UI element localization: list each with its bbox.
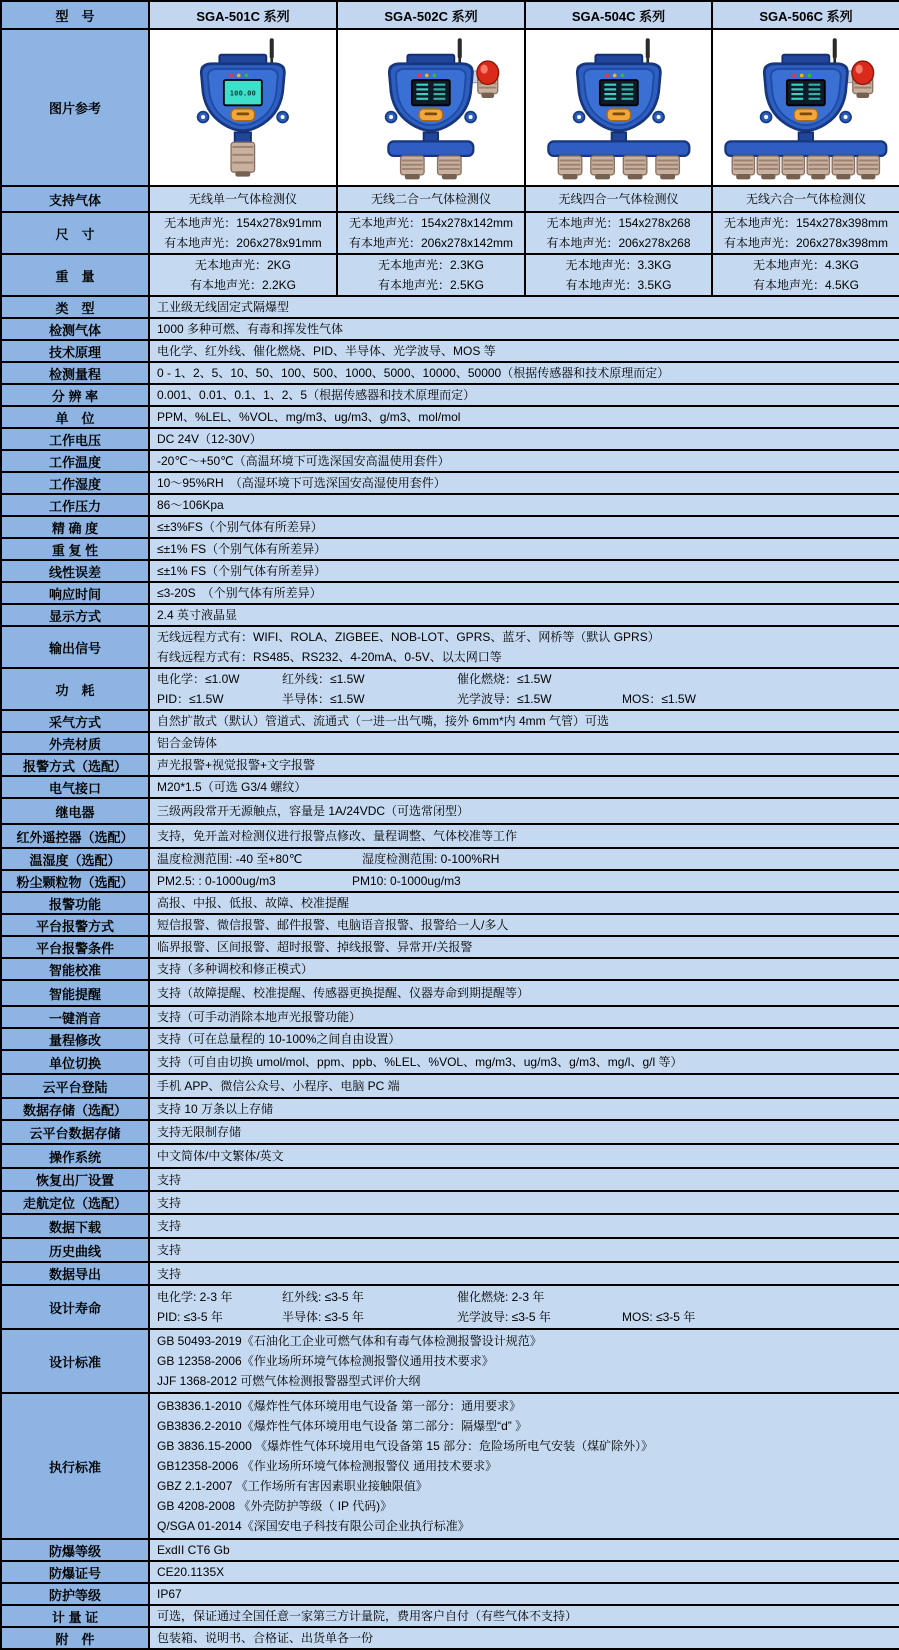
spec-line: GB 12358-2006《作业场所环境气体检测报警仪通用技术要求》 (157, 1354, 494, 1368)
spec-line (157, 849, 895, 869)
spec-row (1, 516, 899, 538)
spec-value (149, 1214, 899, 1238)
spec-value (149, 1098, 899, 1120)
row-label: 重 复 性 (1, 538, 149, 560)
spec-segment: 光学波导: ≤3-5 年 (457, 1310, 551, 1324)
row-label: 计 量 证 (1, 1605, 149, 1627)
spec-row (1, 1605, 899, 1627)
spec-value (149, 1144, 899, 1168)
spec-segment: PID: ≤3-5 年 (157, 1310, 223, 1324)
spec-line: -20℃～+50℃（高温环境下可选深国安高温使用套件） (157, 454, 450, 468)
row-label: 工作电压 (1, 428, 149, 450)
spec-value (149, 1074, 899, 1098)
spec-segment: 电化学：≤1.0W (157, 672, 240, 686)
row-label: 输出信号 (1, 626, 149, 668)
spec-line: 无线远程方式有：WIFI、ROLA、ZIGBEE、NOB-LOT、GPRS、蓝牙、网桥等（默认 GPRS） (157, 630, 660, 644)
spec-row (1, 1262, 899, 1285)
spec-line: 支持（多种调校和修正模式） (157, 962, 314, 976)
header-row (1, 1, 899, 29)
device-image-cell (525, 29, 712, 186)
spec-line: 支持 10 万条以上存储 (157, 1102, 274, 1116)
model-header-sga-506c: SGA-506C 系列 (712, 1, 899, 29)
device-illustration-sga-502c (345, 33, 517, 183)
spec-value (149, 318, 899, 340)
spec-line: GB12358-2006 《作业场所环境气体检测报警仪 通用技术要求》 (157, 1459, 498, 1473)
row-label: 走航定位（选配） (1, 1191, 149, 1214)
spec-value (149, 754, 899, 776)
spec-value (149, 824, 899, 848)
spec-line: 临界报警、区间报警、超时报警、掉线报警、异常开/关报警 (157, 940, 473, 954)
spec-line: 无线单一气体检测仪 (188, 192, 297, 206)
spec-line: 声光报警+视觉报警+文字报警 (157, 758, 316, 772)
row-label: 防护等级 (1, 1583, 149, 1605)
spec-line: 有本地声光：206x278x398mm (723, 236, 889, 250)
spec-row (1, 936, 899, 958)
row-label: 报警功能 (1, 892, 149, 914)
row-label: 类 型 (1, 296, 149, 318)
row-label: 防爆证号 (1, 1561, 149, 1583)
row-label: 历史曲线 (1, 1238, 149, 1262)
spec-row (1, 710, 899, 732)
spec-value (149, 668, 899, 710)
spec-line: GB3836.2-2010《爆炸性气体环境用电气设备 第二部分：隔爆型“d” 》 (157, 1419, 528, 1433)
row-label: 智能提醒 (1, 980, 149, 1006)
spec-line: CE20.1135X (157, 1565, 225, 1579)
spec-value (149, 1561, 899, 1583)
spec-value (149, 710, 899, 732)
spec-line: 无本地声光：3.3KG (565, 258, 672, 272)
spec-line: JJF 1368-2012 可燃气体检测报警器型式评价大纲 (157, 1374, 421, 1388)
spec-line: GBZ 2.1-2007 《工作场所有害因素职业接触限值》 (157, 1479, 428, 1493)
row-label: 平台报警条件 (1, 936, 149, 958)
spec-segment: 催化燃烧：≤1.5W (457, 672, 552, 686)
spec-row (1, 914, 899, 936)
row-label: 工作湿度 (1, 472, 149, 494)
spec-row (1, 668, 899, 710)
spec-line: 有本地声光：4.5KG (752, 278, 860, 292)
model-row-label: 型 号 (1, 1, 149, 29)
spec-value (149, 732, 899, 754)
spec-line: 支持 (157, 1243, 182, 1257)
row-label: 报警方式（选配） (1, 754, 149, 776)
spec-segment: 半导体：≤1.5W (282, 692, 365, 706)
spec-value (149, 1120, 899, 1144)
row-label: 量程修改 (1, 1028, 149, 1050)
spec-line: ≤±3%FS（个别气体有所差异） (157, 520, 323, 534)
spec-value (149, 892, 899, 914)
spec-value (149, 296, 899, 318)
spec-value (149, 516, 899, 538)
spec-value (149, 428, 899, 450)
spec-line: 0 - 1、2、5、10、50、100、500、1000、5000、10000、50000（根据传感器和技术原理而定） (157, 366, 670, 380)
spec-line: 中文简体/中文繁体/英文 (157, 1149, 284, 1163)
spec-segment: MOS: ≤3-5 年 (622, 1310, 696, 1324)
spec-value (149, 848, 899, 870)
spec-line: 铝合金铸体 (157, 736, 218, 750)
device-illustration-sga-501c (157, 33, 329, 183)
row-label: 工作温度 (1, 450, 149, 472)
device-illustration-sga-504c (533, 33, 705, 183)
spec-value (149, 406, 899, 428)
row-label: 继电器 (1, 798, 149, 824)
row-label: 显示方式 (1, 604, 149, 626)
spec-row (1, 1329, 899, 1393)
spec-row (1, 1583, 899, 1605)
spec-row (1, 1393, 899, 1539)
row-label: 外壳材质 (1, 732, 149, 754)
spec-segment: 光学波导：≤1.5W (457, 692, 552, 706)
model-header-sga-504c: SGA-504C 系列 (525, 1, 712, 29)
spec-line: 无本地声光：2.3KG (377, 258, 485, 272)
spec-row (1, 450, 899, 472)
spec-row (1, 626, 899, 668)
spec-line: ≤3-20S （个别气体有所差异） (157, 586, 322, 600)
row-label: 采气方式 (1, 710, 149, 732)
comparison-value (337, 212, 525, 254)
row-label: 粉尘颗粒物（选配） (1, 870, 149, 892)
spec-row (1, 384, 899, 406)
spec-value (149, 958, 899, 980)
spec-line: 1000 多种可燃、有毒和挥发性气体 (157, 322, 344, 336)
row-label: 重 量 (1, 254, 149, 296)
spec-segment: PM10: 0-1000ug/m3 (352, 874, 461, 888)
row-label: 云平台登陆 (1, 1074, 149, 1098)
spec-line (157, 1307, 895, 1327)
spec-value (149, 472, 899, 494)
spec-line: 三级两段常开无源触点，容量是 1A/24VDC（可选常闭型） (157, 804, 470, 818)
row-label: 响应时间 (1, 582, 149, 604)
row-label: 工作压力 (1, 494, 149, 516)
spec-line (157, 1287, 895, 1307)
row-label: 线性误差 (1, 560, 149, 582)
comparison-value (149, 254, 337, 296)
row-label: 设计标准 (1, 1329, 149, 1393)
spec-row (1, 1028, 899, 1050)
spec-row (1, 1191, 899, 1214)
spec-line: 支持，免开盖对检测仪进行报警点修改、量程调整、气体校准等工作 (157, 829, 518, 843)
spec-line: 无本地声光：154x278x142mm (348, 216, 514, 230)
spec-line: 86～106Kpa (157, 498, 224, 512)
spec-value (149, 1238, 899, 1262)
spec-line: 支持 (157, 1172, 182, 1187)
spec-row (1, 1285, 899, 1329)
spec-line: 有本地声光：206x278x142mm (348, 236, 514, 250)
spec-row (1, 798, 899, 824)
comparison-value (712, 186, 899, 212)
spec-line: ≤±1% FS（个别气体有所差异） (157, 542, 327, 556)
spec-row (1, 494, 899, 516)
spec-line: DC 24V（12-30V） (157, 432, 262, 446)
spec-value (149, 1006, 899, 1028)
spec-line: 无线四合一气体检测仪 (558, 192, 679, 206)
row-label: 尺 寸 (1, 212, 149, 254)
spec-row (1, 1144, 899, 1168)
row-label: 数据存储（选配） (1, 1098, 149, 1120)
spec-segment: 催化燃烧: 2-3 年 (457, 1290, 545, 1304)
comparison-value (337, 186, 525, 212)
spec-line: 2.4 英寸液晶显 (157, 608, 238, 622)
comparison-value (712, 212, 899, 254)
device-image-cell (337, 29, 525, 186)
row-label: 红外遥控器（选配） (1, 824, 149, 848)
spec-segment: 半导体: ≤3-5 年 (282, 1310, 364, 1324)
comparison-row (1, 254, 899, 296)
comparison-value (149, 212, 337, 254)
row-label: 一键消音 (1, 1006, 149, 1028)
spec-row (1, 428, 899, 450)
spec-line: 自然扩散式（默认）管道式、流通式（一进一出气嘴，接外 6mm*内 4mm 气管）可选 (157, 714, 610, 728)
spec-value (149, 538, 899, 560)
spec-line: 可选，保证通过全国任意一家第三方计量院，费用客户自付（有些气体不支持） (157, 1609, 578, 1623)
spec-row (1, 538, 899, 560)
device-image-cell (712, 29, 899, 186)
spec-row (1, 340, 899, 362)
row-label: 功 耗 (1, 668, 149, 710)
row-label: 防爆等级 (1, 1539, 149, 1561)
spec-value (149, 1329, 899, 1393)
spec-segment: 湿度检测范围: 0-100%RH (362, 852, 500, 866)
model-header-sga-502c: SGA-502C 系列 (337, 1, 525, 29)
spec-value (149, 1627, 899, 1649)
spec-row (1, 1006, 899, 1028)
spec-line: 有本地声光：3.5KG (565, 278, 672, 292)
spec-line: 支持 (157, 1219, 182, 1233)
spec-segment: 红外线：≤1.5W (282, 672, 365, 686)
spec-value (149, 1605, 899, 1627)
spec-line: IP67 (157, 1587, 182, 1601)
spec-row (1, 1168, 899, 1191)
spec-value (149, 582, 899, 604)
row-label: 数据导出 (1, 1262, 149, 1285)
row-label: 数据下载 (1, 1214, 149, 1238)
row-label: 恢复出厂设置 (1, 1168, 149, 1191)
spec-line: 有本地声光：2.2KG (189, 278, 297, 292)
spec-line: M20*1.5（可选 G3/4 螺纹） (157, 780, 307, 794)
spec-segment: PID：≤1.5W (157, 692, 224, 706)
row-label: 电气接口 (1, 776, 149, 798)
spec-segment: MOS：≤1.5W (622, 692, 696, 706)
spec-row (1, 848, 899, 870)
spec-line: 无线六合一气体检测仪 (745, 192, 866, 206)
spec-line: GB 50493-2019《石油化工企业可燃气体和有毒气体检测报警设计规范》 (157, 1334, 542, 1348)
spec-value (149, 980, 899, 1006)
spec-row (1, 824, 899, 848)
spec-line: 支持无限制存储 (157, 1125, 242, 1139)
device-image-cell (149, 29, 337, 186)
row-label: 单 位 (1, 406, 149, 428)
spec-row (1, 1627, 899, 1649)
spec-row (1, 1050, 899, 1074)
row-label: 技术原理 (1, 340, 149, 362)
spec-row (1, 318, 899, 340)
spec-value (149, 560, 899, 582)
spec-value (149, 1285, 899, 1329)
spec-line: 支持（可手动消除本地声光报警功能） (157, 1010, 362, 1024)
spec-line: 短信报警、微信报警、邮件报警、电脑语音报警、报警给一人/多人 (157, 918, 509, 932)
spec-line: 支持 (157, 1195, 182, 1210)
spec-value (149, 1050, 899, 1074)
model-header-sga-501c: SGA-501C 系列 (149, 1, 337, 29)
spec-row (1, 472, 899, 494)
spec-line: 工业级无线固定式隔爆型 (157, 300, 290, 314)
spec-value (149, 384, 899, 406)
spec-value (149, 936, 899, 958)
spec-value (149, 362, 899, 384)
spec-line: 有线远程方式有：RS485、RS232、4-20mA、0-5V、以太网口等 (157, 650, 502, 664)
spec-row (1, 892, 899, 914)
spec-line (157, 871, 895, 891)
spec-line: 电化学、红外线、催化燃烧、PID、半导体、光学波导、MOS 等 (157, 344, 496, 358)
spec-row (1, 1214, 899, 1238)
spec-row (1, 870, 899, 892)
comparison-row (1, 186, 899, 212)
spec-line: 无本地声光：154x278x268 (546, 216, 691, 230)
row-label: 设计寿命 (1, 1285, 149, 1329)
row-label: 精 确 度 (1, 516, 149, 538)
spec-line: 包装箱、说明书、合格证、出货单各一份 (157, 1631, 374, 1645)
image-row-label: 图片参考 (1, 29, 149, 186)
spec-value (149, 1539, 899, 1561)
spec-row (1, 754, 899, 776)
row-label: 平台报警方式 (1, 914, 149, 936)
spec-row (1, 1238, 899, 1262)
spec-value (149, 340, 899, 362)
spec-line: 10～95%RH （高湿环境下可选深国安高湿使用套件） (157, 476, 446, 490)
spec-row (1, 296, 899, 318)
comparison-value (525, 212, 712, 254)
spec-row (1, 582, 899, 604)
comparison-value (337, 254, 525, 296)
spec-line: GB 4208-2008 《外壳防护等级（ IP 代码)》 (157, 1499, 393, 1513)
spec-row (1, 1074, 899, 1098)
row-label: 分 辨 率 (1, 384, 149, 406)
spec-line: 无本地声光：154x278x398mm (723, 216, 889, 230)
spec-segment: 温度检测范围: -40 至+80℃ (157, 852, 303, 866)
spec-row (1, 980, 899, 1006)
spec-value (149, 604, 899, 626)
spec-row (1, 732, 899, 754)
row-label: 支持气体 (1, 186, 149, 212)
spec-row (1, 958, 899, 980)
svg-text:100.00: 100.00 (229, 87, 257, 97)
spec-line: 支持（故障提醒、校准提醒、传感器更换提醒、仪器寿命到期提醒等） (157, 986, 530, 1000)
comparison-value (149, 186, 337, 212)
row-label: 智能校准 (1, 958, 149, 980)
spec-value (149, 1168, 899, 1191)
spec-value (149, 1191, 899, 1214)
spec-line: 无本地声光：4.3KG (752, 258, 860, 272)
spec-line: GB3836.1-2010《爆炸性气体环境用电气设备 第一部分：通用要求》 (157, 1399, 522, 1413)
spec-line: 无本地声光：2KG (194, 258, 291, 272)
spec-line: 支持（可自由切换 umol/mol、ppm、ppb、%LEL、%VOL、mg/m3、ug/m3、g/m3、mg/l、g/l 等） (157, 1055, 683, 1069)
spec-line (157, 689, 895, 709)
spec-line: ExdII CT6 Gb (157, 1543, 230, 1557)
spec-value (149, 1583, 899, 1605)
row-label: 云平台数据存储 (1, 1120, 149, 1144)
row-label: 附 件 (1, 1627, 149, 1649)
spec-segment: 电化学: 2-3 年 (157, 1290, 233, 1304)
image-row (1, 29, 899, 186)
spec-line: 手机 APP、微信公众号、小程序、电脑 PC 端 (157, 1079, 400, 1093)
spec-value (149, 626, 899, 668)
spec-line: 支持（可在总量程的 10-100%之间自由设置） (157, 1032, 401, 1046)
spec-value (149, 1028, 899, 1050)
spec-row (1, 1120, 899, 1144)
spec-row (1, 560, 899, 582)
spec-row (1, 604, 899, 626)
comparison-row (1, 212, 899, 254)
spec-value (149, 450, 899, 472)
spec-value (149, 914, 899, 936)
spec-value (149, 870, 899, 892)
spec-value (149, 494, 899, 516)
spec-line: 有本地声光：206x278x91mm (164, 236, 322, 250)
spec-segment: PM2.5: : 0-1000ug/m3 (157, 874, 276, 888)
spec-line: 有本地声光：206x278x268 (546, 236, 691, 250)
row-label: 检测量程 (1, 362, 149, 384)
spec-line: 支持 (157, 1266, 182, 1281)
spec-row (1, 362, 899, 384)
spec-row (1, 406, 899, 428)
comparison-value (525, 186, 712, 212)
spec-line: 高报、中报、低报、故障、校准提醒 (157, 896, 350, 910)
spec-row (1, 1098, 899, 1120)
row-label: 检测气体 (1, 318, 149, 340)
spec-line: PPM、%LEL、%VOL、mg/m3、ug/m3、g/m3、mol/mol (157, 410, 461, 424)
device-illustration-sga-506c (720, 33, 892, 183)
spec-line: 0.001、0.01、0.1、1、2、5（根据传感器和技术原理而定） (157, 388, 476, 402)
spec-row (1, 1561, 899, 1583)
comparison-value (525, 254, 712, 296)
spec-line: 无线二合一气体检测仪 (370, 192, 491, 206)
spec-segment: 红外线: ≤3-5 年 (282, 1290, 364, 1304)
spec-row (1, 776, 899, 798)
spec-value (149, 1393, 899, 1539)
row-label: 操作系统 (1, 1144, 149, 1168)
row-label: 执行标准 (1, 1393, 149, 1539)
row-label: 温湿度（选配） (1, 848, 149, 870)
spec-line: GB 3836.15-2000 《爆炸性气体环境用电气设备第 15 部分：危险场所电气安装（煤矿除外）》 (157, 1439, 654, 1453)
spec-value (149, 776, 899, 798)
spec-line: 无本地声光：154x278x91mm (164, 216, 322, 230)
row-label: 单位切换 (1, 1050, 149, 1074)
spec-line (157, 669, 895, 689)
spec-line: Q/SGA 01-2014《深国安电子科技有限公司企业执行标准》 (157, 1519, 470, 1533)
spec-line: ≤±1% FS（个别气体有所差异） (157, 564, 327, 578)
spec-row (1, 1539, 899, 1561)
spec-line: 有本地声光：2.5KG (377, 278, 485, 292)
comparison-value (712, 254, 899, 296)
spec-value (149, 798, 899, 824)
spec-value (149, 1262, 899, 1285)
